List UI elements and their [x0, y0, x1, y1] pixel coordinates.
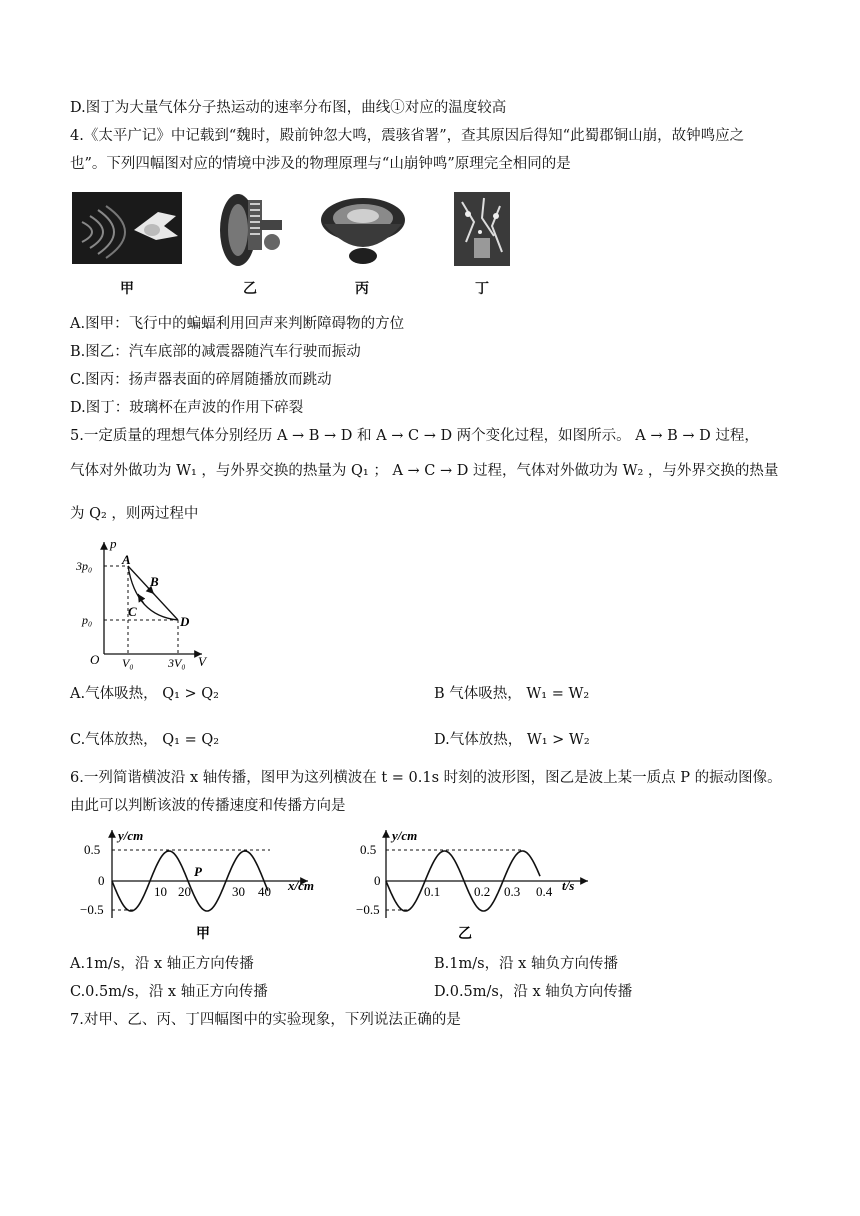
q6-yi-xtick-3: 0.3: [504, 884, 521, 899]
q5-stem-line-3: 为 Q₂ ，则两过程中: [70, 506, 199, 522]
q6-yi-ylabel: y/cm: [392, 828, 418, 843]
q5-origin: O: [90, 652, 100, 667]
q4-image-yi: [214, 190, 286, 270]
q4-option-d: D.图丁：玻璃杯在声波的作用下碎裂: [70, 400, 304, 416]
q5-stem-line-2: 气体对外做功为 W₁ ，与外界交换的热量为 Q₁ ； A → C → D 过程，气体对外做功为 W₂ ，与外界交换的热量: [70, 463, 779, 479]
q6-jia-xtick-20: 20: [178, 884, 191, 899]
q6-yi-xtick-2: 0.2: [474, 884, 491, 899]
q6-option-b: B.1m/s，沿 x 轴负方向传播: [434, 956, 618, 972]
q6-option-a: A.1m/s，沿 x 轴正方向传播: [70, 956, 254, 972]
q6-option-d: D.0.5m/s，沿 x 轴负方向传播: [434, 984, 633, 1000]
q5-axis-v: V: [198, 654, 206, 669]
q5-option-d: D.气体放热， W₁ > W₂: [434, 732, 590, 748]
q7-stem: 7.对甲、乙、丙、丁四幅图中的实验现象，下列说法正确的是: [70, 1012, 461, 1028]
q5-stem-line-1: 5.一定质量的理想气体分别经历 A → B → D 和 A → C → D 两个变化过程，如图所示。 A → B → D 过程，: [70, 428, 759, 444]
q6-stem-line-1: 6.一列简谐横波沿 x 轴传播，图甲为这列横波在 t = 0.1s 时刻的波形图，图乙是波上某一质点 P 的振动图像。: [70, 770, 782, 786]
q5-point-d: D: [180, 614, 190, 629]
q6-yi-xlabel: t/s: [562, 878, 575, 893]
q6-jia-ytick-neg: −0.5: [80, 902, 104, 917]
q5-axis-p: p: [110, 536, 117, 551]
q6-yi-ytick-neg: −0.5: [356, 902, 380, 917]
q6-yi-xtick-4: 0.4: [536, 884, 553, 899]
q4-image-ding: [454, 192, 510, 266]
q5-option-b: B 气体吸热， W₁ = W₂: [434, 686, 590, 702]
q3-option-d: D.图丁为大量气体分子热运动的速率分布图，曲线①对应的温度较高: [70, 100, 507, 116]
q4-caption-bing: 丙: [355, 281, 369, 297]
q4-option-a: A.图甲：飞行中的蝙蝠利用回声来判断障碍物的方位: [70, 316, 405, 332]
q4-caption-jia: 甲: [120, 281, 134, 297]
q6-option-c: C.0.5m/s，沿 x 轴正方向传播: [70, 984, 268, 1000]
q6-yi-ytick-pos: 0.5: [360, 842, 377, 857]
q4-caption-ding: 丁: [475, 281, 489, 297]
q6-yi-xtick-1: 0.1: [424, 884, 441, 899]
q6-jia-point-p: P: [194, 864, 202, 879]
q4-stem-line-2: 也”。下列四幅图对应的情境中涉及的物理原理与“山崩钟鸣”原理完全相同的是: [70, 156, 571, 172]
q6-jia-xtick-30: 30: [232, 884, 245, 899]
q6-jia-ytick-pos: 0.5: [84, 842, 101, 857]
q5-pv-graph: [74, 536, 214, 671]
q5-tick-3p0: 3p₀: [76, 559, 93, 573]
q4-stem-line-1: 4.《太平广记》中记载到“魏时，殿前钟忽大鸣，震骇省署”，查其原因后得知“此蜀郡铜山崩，故钟鸣应之: [70, 128, 745, 144]
q6-jia-xtick-40: 40: [258, 884, 271, 899]
q5-point-b: B: [150, 574, 159, 589]
q4-caption-yi: 乙: [243, 281, 257, 297]
q6-yi-caption: 乙: [458, 927, 472, 942]
q4-option-c: C.图丙：扬声器表面的碎屑随播放而跳动: [70, 372, 332, 388]
q5-tick-p0: p₀: [82, 613, 93, 627]
q4-image-jia: [72, 192, 182, 264]
q6-yi-ytick-zero: 0: [374, 873, 381, 888]
q4-option-b: B.图乙：汽车底部的减震器随汽车行驶而振动: [70, 344, 361, 360]
q6-graph-yi: [356, 826, 596, 944]
q6-jia-caption: 甲: [196, 927, 210, 942]
q6-graph-jia: [76, 826, 316, 944]
q6-jia-ylabel: y/cm: [118, 828, 144, 843]
q6-stem-line-2: 由此可以判断该波的传播速度和传播方向是: [70, 798, 346, 814]
q5-point-a: A: [122, 552, 131, 567]
q5-point-c: C: [128, 604, 137, 619]
q6-jia-xtick-10: 10: [154, 884, 167, 899]
q6-jia-xlabel: x/cm: [288, 878, 314, 893]
q5-option-a: A.气体吸热， Q₁ > Q₂: [70, 686, 219, 702]
q5-tick-3v0: 3V₀: [168, 656, 186, 670]
q4-image-bing: [318, 190, 408, 268]
q6-jia-ytick-zero: 0: [98, 873, 105, 888]
q5-tick-v0: V₀: [122, 656, 134, 670]
q5-option-c: C.气体放热， Q₁ = Q₂: [70, 732, 220, 748]
